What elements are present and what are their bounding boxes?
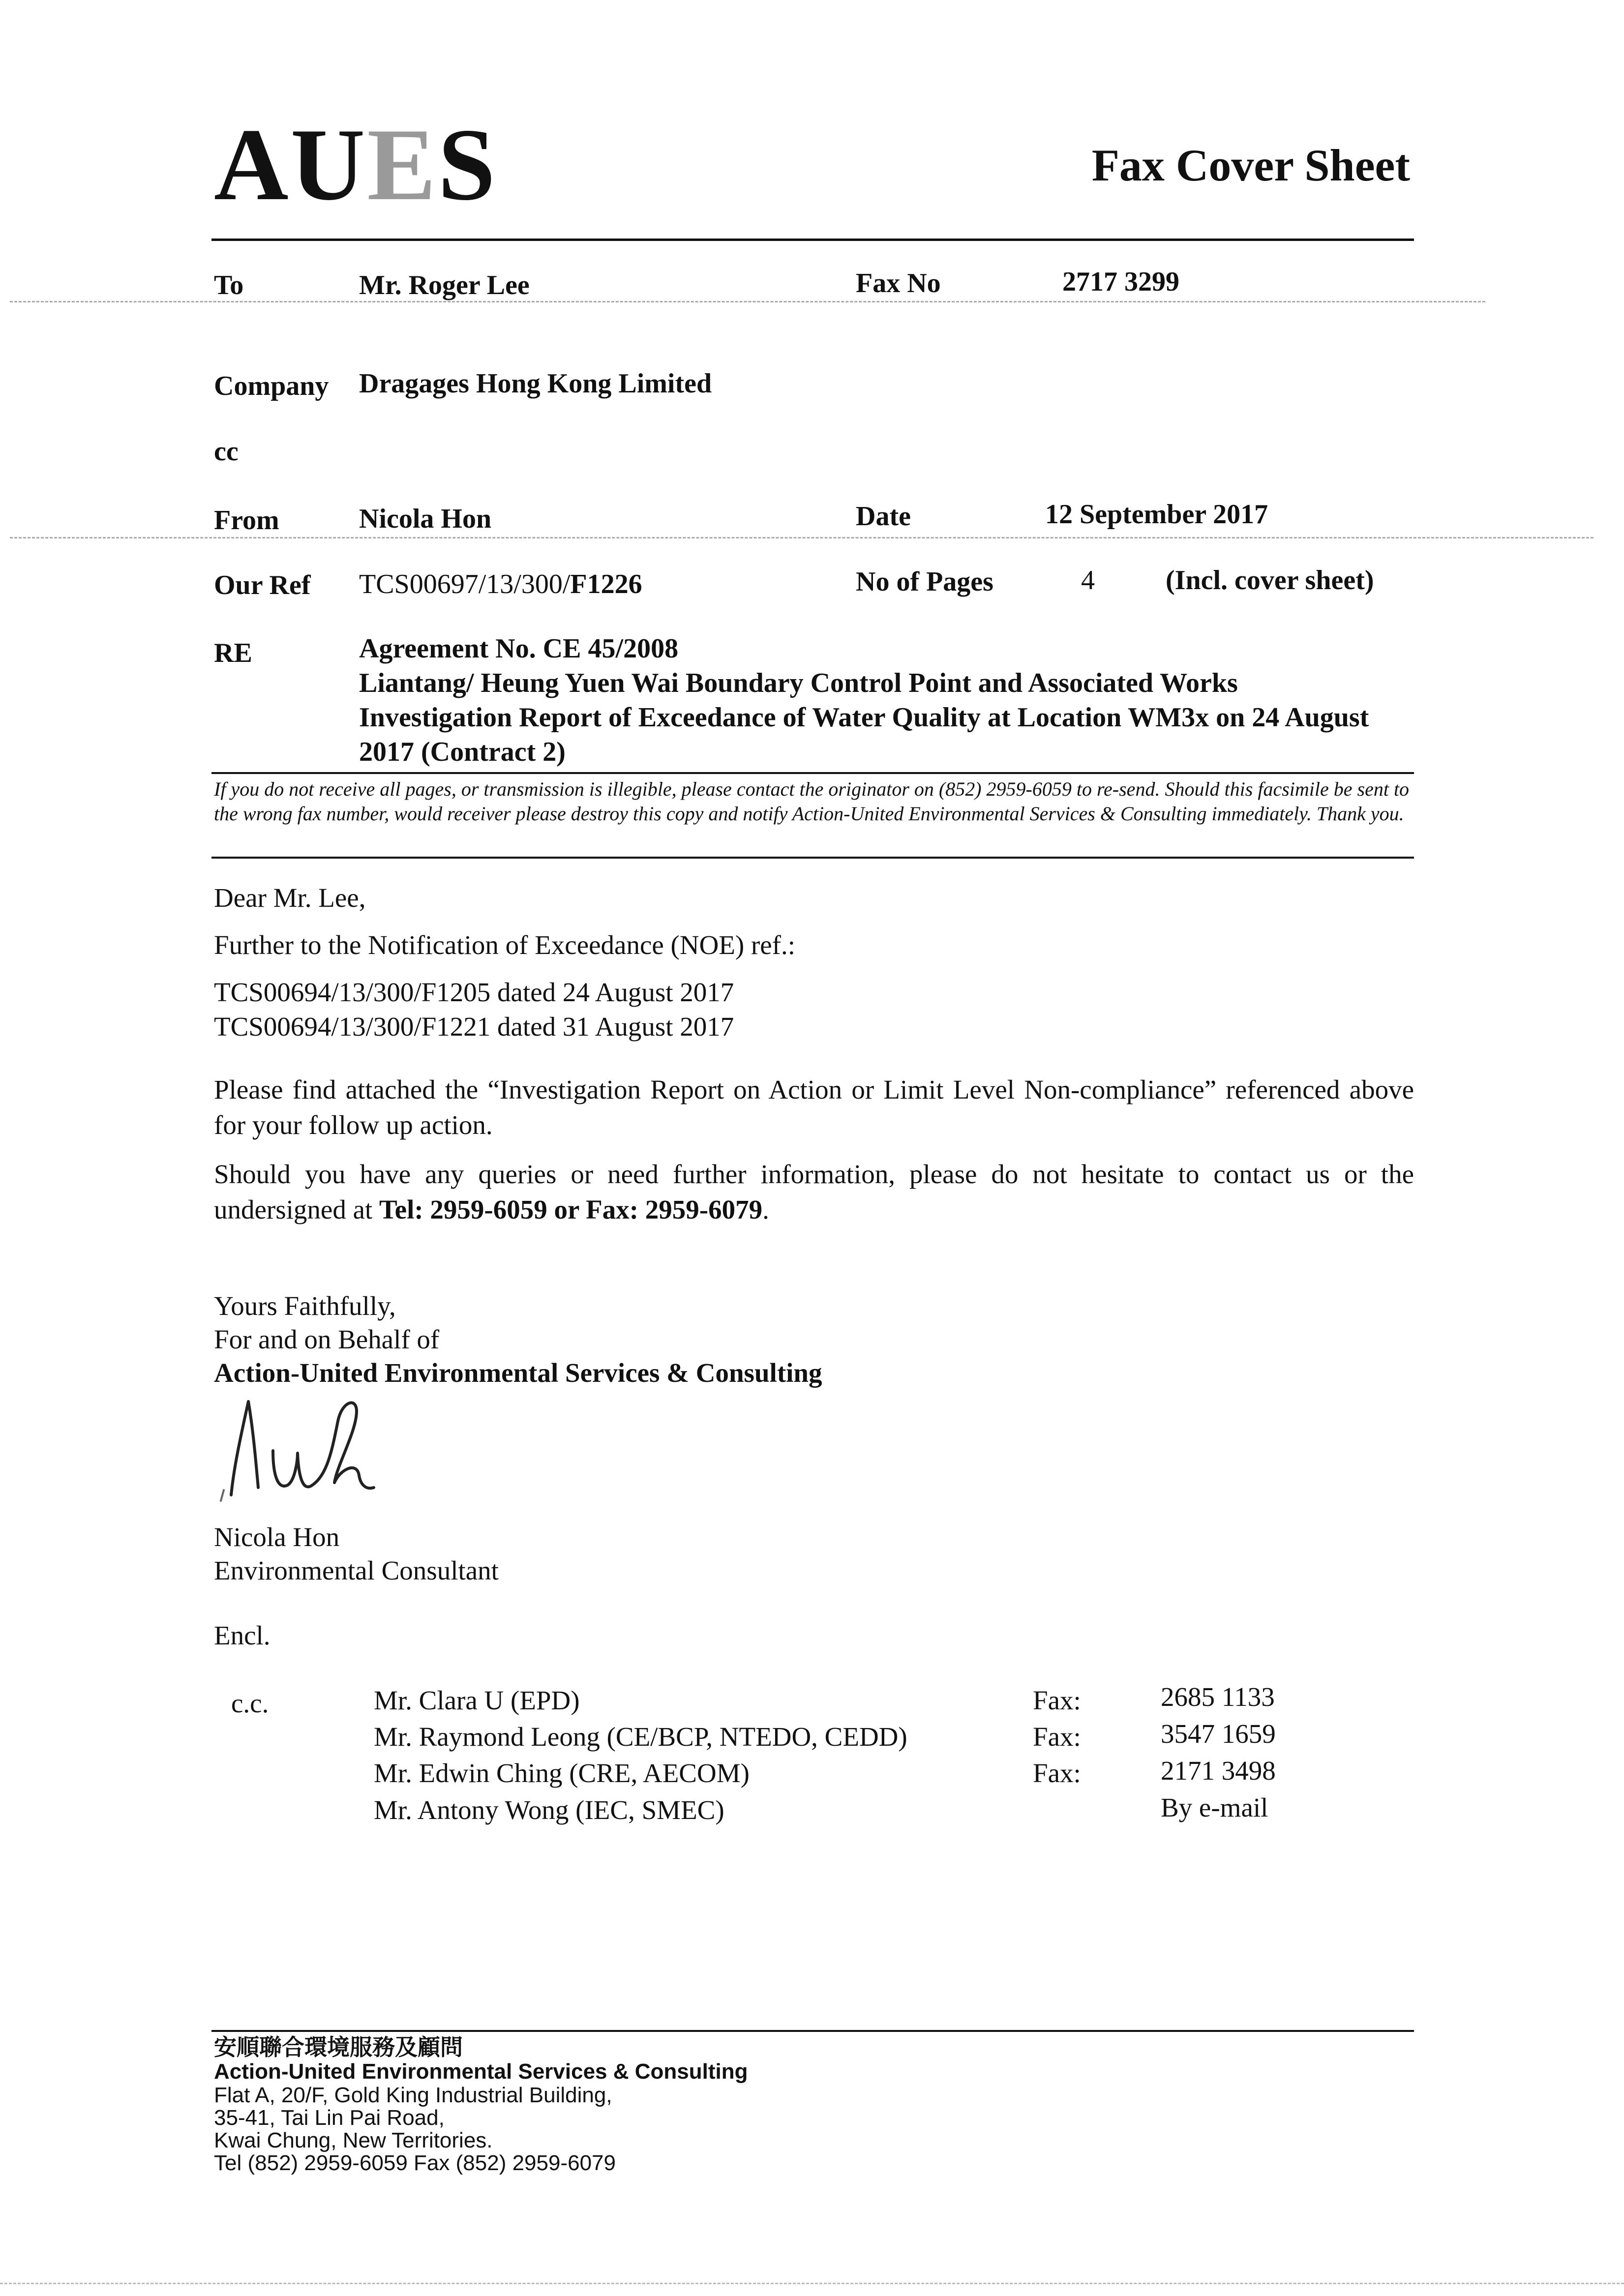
re-line-4: 2017 (Contract 2) bbox=[359, 737, 566, 767]
cc-value-2: 3547 1659 bbox=[1161, 1719, 1276, 1749]
closing: Yours Faithfully, bbox=[214, 1291, 396, 1321]
bottom-scan-edge bbox=[0, 2283, 1624, 2284]
to-label: To bbox=[214, 270, 244, 300]
cc-name-2: Mr. Raymond Leong (CE/BCP, NTEDO, CEDD) bbox=[374, 1722, 907, 1752]
logo-letter-e: E bbox=[367, 108, 438, 222]
cc-name-3: Mr. Edwin Ching (CRE, AECOM) bbox=[374, 1758, 750, 1788]
handwritten-signature bbox=[209, 1392, 416, 1505]
contact-period: . bbox=[762, 1194, 769, 1224]
re-label: RE bbox=[214, 638, 252, 668]
fax-label: Fax No bbox=[856, 268, 941, 298]
paragraph-contact bbox=[214, 1157, 1414, 1227]
footer-address-2: 35-41, Tai Lin Pai Road, bbox=[214, 2106, 445, 2130]
cc-method-3: Fax: bbox=[1033, 1758, 1081, 1788]
on-behalf: For and on Behalf of bbox=[214, 1324, 440, 1354]
footer-company: Action-United Environmental Services & Consulting bbox=[214, 2059, 748, 2084]
paragraph-report: Please find attached the “Investigation Report on Action or Limit Level Non-compliance” referenced above for your follow up action. bbox=[214, 1074, 1414, 1140]
header-rule bbox=[211, 239, 1414, 241]
cc-value-4: By e-mail bbox=[1161, 1792, 1268, 1822]
ref-value-code: F1226 bbox=[570, 569, 642, 599]
cc-value-1: 2685 1133 bbox=[1161, 1682, 1275, 1712]
re-line-1: Agreement No. CE 45/2008 bbox=[359, 633, 679, 664]
date-label: Date bbox=[856, 501, 911, 532]
footer-chinese-name: 安順聯合環境服務及顧問 bbox=[214, 2034, 463, 2060]
footer-address-3: Kwai Chung, New Territories. bbox=[214, 2128, 493, 2152]
company-value: Dragages Hong Kong Limited bbox=[359, 368, 712, 399]
cc-value-3: 2171 3498 bbox=[1161, 1756, 1276, 1786]
cc-method-1: Fax: bbox=[1033, 1685, 1081, 1715]
from-label: From bbox=[214, 505, 279, 536]
company-label: Company bbox=[214, 371, 329, 401]
sender-company: Action-United Environmental Services & Consulting bbox=[214, 1358, 822, 1388]
pages-note: (Incl. cover sheet) bbox=[1166, 565, 1374, 596]
footer-rule bbox=[211, 2030, 1414, 2032]
noe-ref-2: TCS00694/13/300/F1221 dated 31 August 2017 bbox=[214, 1012, 734, 1042]
cc-name-4: Mr. Antony Wong (IEC, SMEC) bbox=[374, 1795, 724, 1825]
to-fax-dotted-line bbox=[10, 301, 1485, 302]
cc-name-1: Mr. Clara U (EPD) bbox=[374, 1685, 580, 1715]
enclosure: Encl. bbox=[214, 1620, 271, 1650]
ref-value bbox=[359, 570, 642, 598]
footer-contact: Tel (852) 2959-6059 Fax (852) 2959-6079 bbox=[214, 2151, 616, 2175]
pages-value: 4 bbox=[1081, 565, 1095, 596]
company-logo bbox=[214, 108, 498, 222]
cc-list-label: c.c. bbox=[231, 1688, 269, 1718]
intro: Further to the Notification of Exceedance (NOE) ref.: bbox=[214, 930, 796, 960]
disclaimer: If you do not receive all pages, or transmission is illegible, please contact the originator on (852) 2959-6059 to re-send. Should this facsimile be sent to the wrong fax number, would receiver please destroy this copy and notify Action-United Environmental Services & Consulting immediately. Thank you. bbox=[214, 778, 1410, 825]
re-line-2: Liantang/ Heung Yuen Wai Boundary Control Point and Associated Works bbox=[359, 668, 1238, 698]
salutation: Dear Mr. Lee, bbox=[214, 883, 366, 913]
noe-ref-1: TCS00694/13/300/F1205 dated 24 August 2017 bbox=[214, 977, 734, 1007]
logo-text: AUES bbox=[214, 108, 498, 222]
to-value: Mr. Roger Lee bbox=[359, 270, 530, 300]
cc-method-2: Fax: bbox=[1033, 1722, 1081, 1752]
document-title: Fax Cover Sheet bbox=[1091, 140, 1410, 190]
disclaimer-rule bbox=[211, 857, 1414, 859]
from-date-dotted-line bbox=[10, 537, 1594, 538]
footer-address-1: Flat A, 20/F, Gold King Industrial Building, bbox=[214, 2083, 612, 2107]
ref-label: Our Ref bbox=[214, 570, 311, 600]
re-line-3: Investigation Report of Exceedance of Water Quality at Location WM3x on 24 August bbox=[359, 702, 1369, 733]
fax-value: 2717 3299 bbox=[1062, 267, 1179, 297]
ref-value-prefix: TCS00697/13/300/ bbox=[359, 569, 571, 599]
date-value: 12 September 2017 bbox=[1045, 499, 1268, 530]
from-value: Nicola Hon bbox=[359, 504, 492, 534]
pages-label: No of Pages bbox=[856, 567, 993, 597]
signer-name: Nicola Hon bbox=[214, 1522, 340, 1552]
signer-title: Environmental Consultant bbox=[214, 1555, 499, 1585]
contact-numbers: Tel: 2959-6059 or Fax: 2959-6079 bbox=[379, 1194, 763, 1224]
cc-label: cc bbox=[214, 436, 239, 467]
contact-text: Should you have any queries or need further information, please do not hesitate to contact us or the undersigned at bbox=[214, 1159, 1414, 1224]
re-rule bbox=[211, 772, 1414, 774]
